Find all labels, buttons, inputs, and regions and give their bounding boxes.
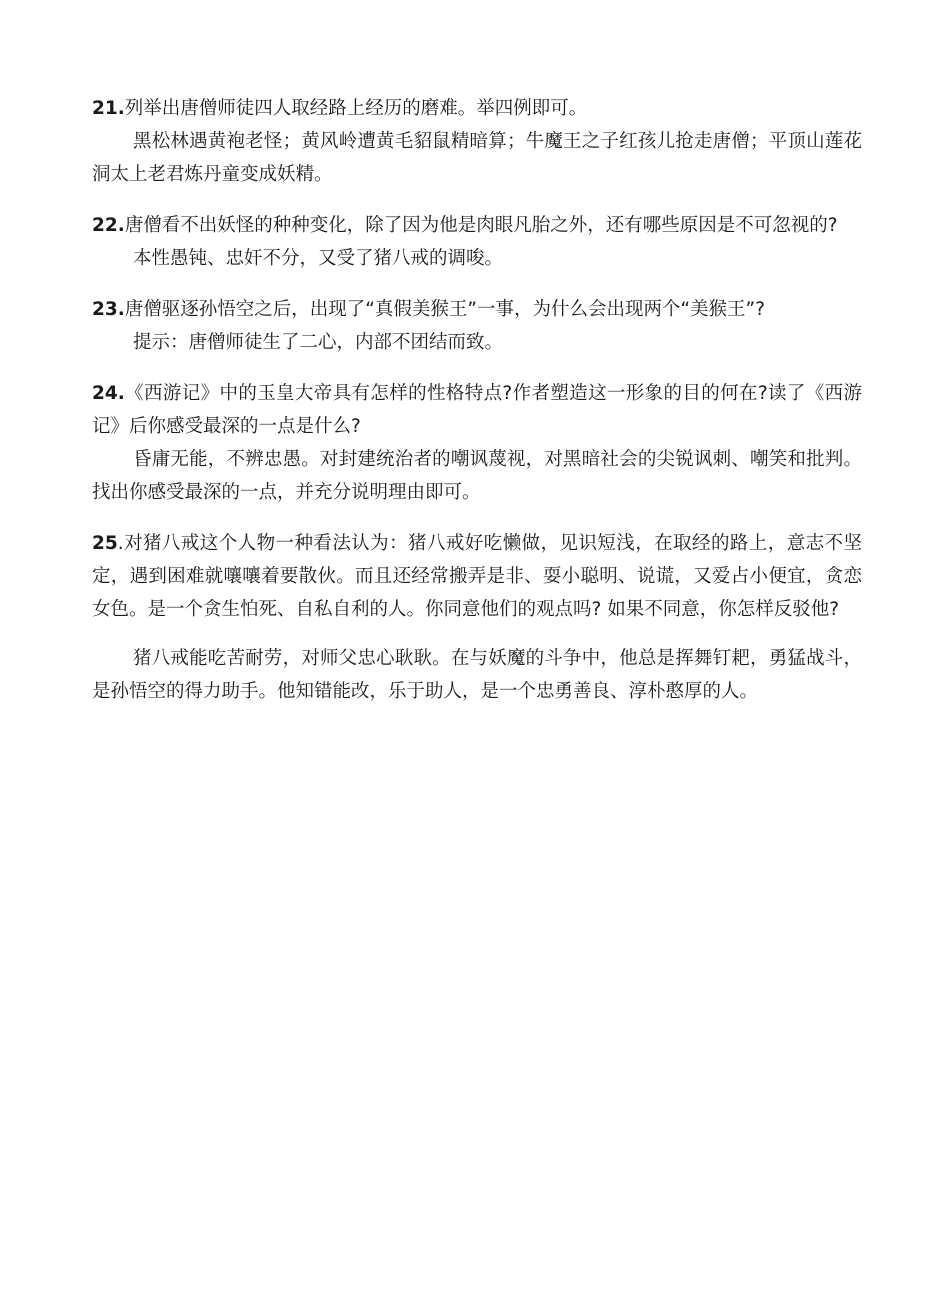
question-text: [92, 377, 862, 443]
question-body: .对猪八戒这个人物一种看法认为：猪八戒好吃懒做，见识短浅，在取经的路上，意志不坚定，遇到困难就嚷嚷着要散伙。而且还经常搬弄是非、耍小聪明、说谎，又爱占小便宜，贪恋女色。是一个贪生怕死、自私自利的人。你同意他们的观点吗? 如果不同意，你怎样反驳他?: [92, 533, 862, 620]
question-text: [92, 293, 862, 326]
question-body: 列举出唐僧师徒四人取经路上经历的磨难。举四例即可。: [124, 98, 588, 119]
question-block-21: [92, 92, 862, 191]
answer-text: 昏庸无能，不辨忠愚。对封建统治者的嘲讽蔑视，对黑暗社会的尖锐讽刺、嘲笑和批判。找出你感受最深的一点，并充分说明理由即可。: [92, 449, 862, 503]
question-body: 唐僧驱逐孙悟空之后，出现了“真假美猴王”一事，为什么会出现两个“美猴王”?: [124, 299, 765, 320]
answer-text: 猪八戒能吃苦耐劳，对师父忠心耿耿。在与妖魔的斗争中，他总是挥舞钉耙，勇猛战斗，是孙悟空的得力助手。他知错能改，乐于助人，是一个忠勇善良、淳朴憨厚的人。: [92, 648, 862, 702]
question-number: 21.: [92, 98, 125, 119]
question-block-22: [92, 209, 862, 275]
question-number: 24.: [92, 383, 125, 404]
question-number: 23.: [92, 299, 125, 320]
question-body: 《西游记》中的玉皇大帝具有怎样的性格特点?作者塑造这一形象的目的何在?读了《西游记》后你感受最深的一点是什么?: [92, 383, 862, 437]
answer-text: 黑松林遇黄袍老怪；黄风岭遭黄毛貂鼠精暗算；牛魔王之子红孩儿抢走唐僧；平顶山莲花洞太上老君炼丹童变成妖精。: [92, 131, 862, 185]
question-text: [92, 92, 862, 125]
question-number: 22.: [92, 215, 125, 236]
question-body: 唐僧看不出妖怪的种种变化，除了因为他是肉眼凡胎之外，还有哪些原因是不可忽视的?: [124, 215, 838, 236]
question-text: [92, 209, 862, 242]
answer-text: 本性愚钝、忠奸不分，又受了猪八戒的调唆。: [133, 248, 504, 269]
answer-text: 提示：唐僧师徒生了二心，内部不团结而致。: [133, 332, 504, 353]
question-text: [92, 527, 862, 626]
question-block-25: [92, 527, 862, 708]
question-number: 25: [92, 533, 118, 554]
question-block-23: [92, 293, 862, 359]
question-block-24: [92, 377, 862, 509]
document-page: [92, 92, 862, 726]
